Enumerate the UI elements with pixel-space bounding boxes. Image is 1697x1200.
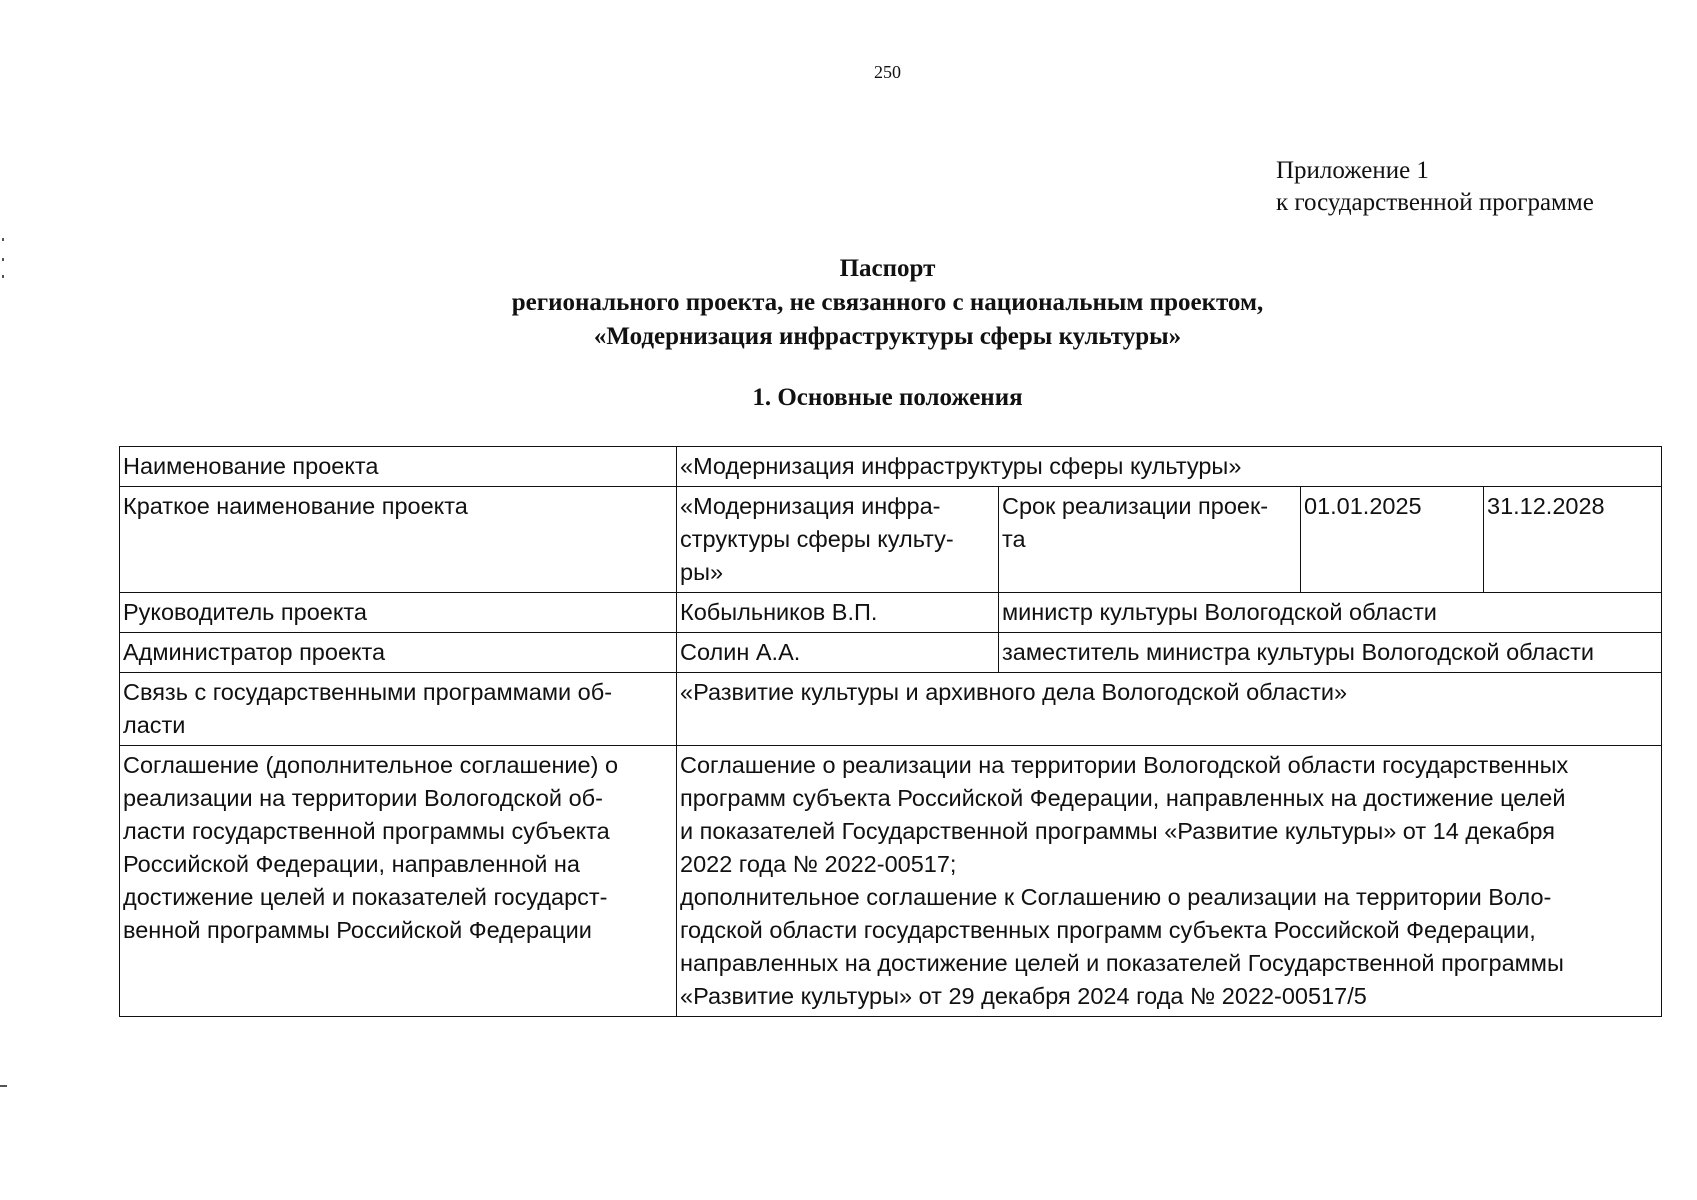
table-row-short-name — [120, 487, 1662, 593]
agreement-label-line: Российской Федерации, направленной на — [123, 851, 580, 877]
title-line-2: регионального проекта, не связанного с национальным проектом, — [511, 289, 1264, 316]
section-title: 1. Основные положения — [752, 384, 1023, 411]
short-name-value-line: ры» — [680, 559, 724, 585]
short-name-value-line: структуры сферы культу- — [680, 526, 954, 552]
leader-name: Кобыльников В.П. — [677, 593, 999, 633]
short-name-label: Краткое наименование проекта — [120, 487, 677, 593]
term-label-line: та — [1002, 526, 1026, 552]
appendix-note — [1276, 155, 1594, 219]
administrator-name: Солин А.А. — [677, 633, 999, 673]
term-label — [999, 487, 1301, 593]
leader-label: Руководитель проекта — [120, 593, 677, 633]
leader-position: министр культуры Вологодской области — [999, 593, 1662, 633]
agreement-value-line: 2022 года № 2022-00517; — [680, 851, 957, 877]
passport-table — [119, 446, 1662, 1017]
table-row-leader — [120, 593, 1662, 633]
short-name-value-line: «Модернизация инфра- — [680, 493, 941, 519]
administrator-position: заместитель министра культуры Вологодской области — [999, 633, 1662, 673]
agreement-value-line: и показателей Государственной программы «Развитие культуры» от 14 декабря — [680, 818, 1555, 844]
appendix-line-1: Приложение 1 — [1276, 157, 1429, 184]
agreement-value — [677, 746, 1662, 1017]
document-title — [0, 252, 1697, 354]
term-end-date: 31.12.2028 — [1484, 487, 1662, 593]
scan-margin-mark — [2, 275, 4, 278]
agreement-label-line: достижение целей и показателей государст- — [123, 884, 608, 910]
scan-margin-mark — [2, 238, 4, 241]
short-name-value — [677, 487, 999, 593]
project-name-value: «Модернизация инфраструктуры сферы культуры» — [677, 447, 1662, 487]
term-label-line: Срок реализации проек- — [1002, 493, 1269, 519]
agreement-label-line: венной программы Российской Федерации — [123, 917, 592, 943]
table-row-program-link — [120, 673, 1662, 746]
program-link-label — [120, 673, 677, 746]
program-link-label-line: ласти — [123, 712, 186, 738]
table-row-project-name — [120, 447, 1662, 487]
agreement-value-line: направленных на достижение целей и показателей Государственной программы — [680, 950, 1564, 976]
agreement-value-line: Соглашение о реализации на территории Вологодской области государственных — [680, 752, 1569, 778]
agreement-label-line: ласти государственной программы субъекта — [123, 818, 610, 844]
table-row-agreement — [120, 746, 1662, 1017]
agreement-value-line: годской области государственных программ субъекта Российской Федерации, — [680, 917, 1536, 943]
project-name-label: Наименование проекта — [120, 447, 677, 487]
administrator-label: Администратор проекта — [120, 633, 677, 673]
appendix-line-2: к государственной программе — [1276, 189, 1594, 216]
agreement-value-line: программ субъекта Российской Федерации, направленных на достижение целей — [680, 785, 1566, 811]
agreement-value-line: дополнительное соглашение к Соглашению о реализации на территории Воло- — [680, 884, 1552, 910]
agreement-label — [120, 746, 677, 1017]
agreement-label-line: реализации на территории Вологодской об- — [123, 785, 603, 811]
program-link-label-line: Связь с государственными программами об- — [123, 679, 613, 705]
term-start-date: 01.01.2025 — [1301, 487, 1484, 593]
table-row-administrator — [120, 633, 1662, 673]
title-line-1: Паспорт — [839, 255, 936, 282]
agreement-value-line: «Развитие культуры» от 29 декабря 2024 года № 2022-00517/5 — [680, 983, 1367, 1009]
page-number: 250 — [874, 62, 901, 82]
title-line-3: «Модернизация инфраструктуры сферы культуры» — [593, 323, 1182, 350]
scan-margin-mark — [2, 258, 4, 261]
agreement-label-line: Соглашение (дополнительное соглашение) о — [123, 752, 619, 778]
scan-margin-mark — [0, 1085, 7, 1087]
program-link-value: «Развитие культуры и архивного дела Вологодской области» — [677, 673, 1662, 746]
